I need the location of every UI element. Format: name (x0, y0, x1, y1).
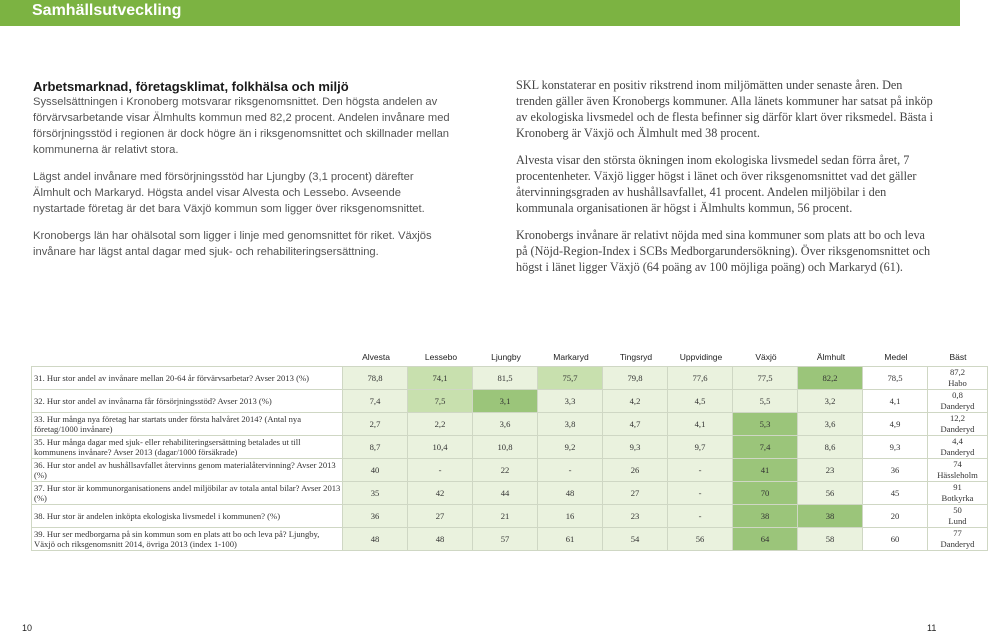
question-cell: 35. Hur många dagar med sjuk- eller rehabiliteringsersättning betalades ut till kommunens invånare? Avser 2013 (dagar/1000 försäkrade) (32, 436, 343, 459)
best-municipality: Danderyd (940, 424, 975, 434)
table-row (32, 413, 988, 436)
value-cell: 4,5 (668, 390, 733, 413)
best-value: 0,8 (952, 390, 963, 400)
value-cell: 9,3 (863, 436, 928, 459)
value-cell: 26 (603, 459, 668, 482)
comparison-table (31, 352, 978, 551)
best-cell (928, 436, 988, 459)
right-paragraph-1: SKL konstaterar en positiv rikstrend inom miljömätten under senaste åren. Den trenden gäller även Kronobergs kommuner. Alla länets kommuner har satsat på inköp av ekologiska livsmedel och de flesta befinner sig därför klart över riksmedel. Bästa i Kronoberg är Växjö och Älmhult med 38 procent. (516, 78, 933, 140)
value-cell: 77,6 (668, 367, 733, 390)
table-row (32, 505, 988, 528)
best-value: 77 (953, 528, 962, 538)
question-cell: 39. Hur ser medborgarna på sin kommun som en plats att bo och leva på? Ljungby, Växjö och riksgenomsnitt 2014, övriga 2013 (index 1-100) (32, 528, 343, 551)
value-cell: 20 (863, 505, 928, 528)
table-row (32, 436, 988, 459)
value-cell: 35 (343, 482, 408, 505)
best-municipality: Danderyd (940, 447, 975, 457)
value-cell: 78,8 (343, 367, 408, 390)
value-cell: 9,7 (668, 436, 733, 459)
value-cell: 5,5 (733, 390, 798, 413)
value-cell: 40 (343, 459, 408, 482)
value-cell: - (408, 459, 473, 482)
value-cell: 5,3 (733, 413, 798, 436)
value-cell: 54 (603, 528, 668, 551)
value-cell: - (668, 459, 733, 482)
right-paragraph-3: Kronobergs invånare är relativt nöjda med sina kommuner som plats att bo och leva på (Nöjd-Region-Index i SCBs Medborgarundersökning). Över riksgenomsnittet och högst i länet ligger Växjö (64 poäng av 100 möjliga poäng) och Markaryd (61). (516, 228, 931, 274)
value-cell: 4,1 (668, 413, 733, 436)
value-cell: 3,3 (538, 390, 603, 413)
column-header: Markaryd (553, 352, 589, 362)
value-cell: 56 (798, 482, 863, 505)
value-cell: 23 (798, 459, 863, 482)
best-municipality: Botkyrka (941, 493, 974, 503)
table-row (32, 482, 988, 505)
value-cell: 78,5 (863, 367, 928, 390)
column-header: Älmhult (816, 352, 846, 362)
value-cell: 22 (473, 459, 538, 482)
best-value: 74 (953, 459, 962, 469)
page-number-left: 10 (22, 623, 33, 633)
best-municipality: Lund (948, 516, 967, 526)
section-heading: Arbetsmarknad, företagsklimat, folkhälsa och miljö (33, 79, 349, 94)
best-value: 50 (953, 505, 962, 515)
value-cell: 16 (538, 505, 603, 528)
left-column (33, 79, 453, 271)
value-cell: 8,6 (798, 436, 863, 459)
value-cell: 3,6 (473, 413, 538, 436)
column-header: Bäst (949, 352, 967, 362)
value-cell: 4,9 (863, 413, 928, 436)
value-cell: 7,4 (733, 436, 798, 459)
value-cell: 36 (343, 505, 408, 528)
value-cell: - (668, 505, 733, 528)
best-cell (928, 505, 988, 528)
column-header: Växjö (755, 352, 777, 362)
value-cell: 38 (798, 505, 863, 528)
value-cell: 45 (863, 482, 928, 505)
value-cell: 74,1 (408, 367, 473, 390)
question-cell: 38. Hur stor är andelen inköpta ekologiska livsmedel i kommunen? (%) (32, 505, 343, 528)
value-cell: 38 (733, 505, 798, 528)
value-cell: 44 (473, 482, 538, 505)
left-paragraph-1: Sysselsättningen i Kronoberg motsvarar riksgenomsnittet. Den högsta andelen av förvärvsarbetande visar Älmhults kommun med 82,2 procent. Andelen invånare med försörjningsstöd i regionen är dock högre än i riksgenomsnittet och skillnader mellan kommunerna är relativt stora. (33, 96, 450, 156)
best-value: 4,4 (952, 436, 963, 446)
value-cell: 57 (473, 528, 538, 551)
best-cell (928, 367, 988, 390)
value-cell: 10,4 (408, 436, 473, 459)
best-municipality: Habo (948, 378, 967, 388)
table-row (32, 528, 988, 551)
value-cell: 64 (733, 528, 798, 551)
best-municipality: Danderyd (940, 539, 975, 549)
value-cell: 48 (538, 482, 603, 505)
value-cell: 8,7 (343, 436, 408, 459)
value-cell: 75,7 (538, 367, 603, 390)
best-municipality: Hässleholm (937, 470, 978, 480)
value-cell: 42 (408, 482, 473, 505)
value-cell: 82,2 (798, 367, 863, 390)
value-cell: 70 (733, 482, 798, 505)
table-row (32, 459, 988, 482)
column-header: Alvesta (362, 352, 390, 362)
best-cell (928, 528, 988, 551)
left-paragraph-3: Kronobergs län har ohälsotal som ligger i linje med genomsnittet för riket. Växjös invånare har lägst antal dagar med sjuk- och rehabiliteringsersättning. (33, 230, 432, 258)
value-cell: 81,5 (473, 367, 538, 390)
best-cell (928, 390, 988, 413)
question-cell: 31. Hur stor andel av invånare mellan 20-64 år förvärvsarbetar? Avser 2013 (%) (32, 367, 343, 390)
value-cell: 4,2 (603, 390, 668, 413)
table-body (32, 367, 988, 551)
best-value: 87,2 (949, 367, 966, 377)
value-cell: 48 (343, 528, 408, 551)
value-cell: 2,2 (408, 413, 473, 436)
value-cell: 48 (408, 528, 473, 551)
value-cell: - (668, 482, 733, 505)
value-cell: 61 (538, 528, 603, 551)
value-cell: 2,7 (343, 413, 408, 436)
value-cell: 7,4 (343, 390, 408, 413)
value-cell: 56 (668, 528, 733, 551)
indicator-table (31, 366, 988, 551)
value-cell: 3,1 (473, 390, 538, 413)
column-header: Medel (884, 352, 908, 362)
table-row (32, 390, 988, 413)
question-cell: 36. Hur stor andel av hushållsavfallet återvinns genom materialåtervinning? Avser 2013 (%) (32, 459, 343, 482)
value-cell: 60 (863, 528, 928, 551)
page-header-bar (0, 0, 960, 26)
left-paragraph-2: Lägst andel invånare med försörjningsstöd har Ljungby (3,1 procent) därefter Älmhult och Markaryd. Högsta andel visar Alvesta och Lessebo. Avseende nystartade företag är det bara Växjö kommun som ligger över riksgenomsnittet. (33, 171, 425, 215)
value-cell: 4,1 (863, 390, 928, 413)
value-cell: 21 (473, 505, 538, 528)
column-header: Uppvidinge (679, 352, 723, 362)
best-cell (928, 459, 988, 482)
page-section-title: Samhällsutveckling (32, 2, 182, 19)
best-cell (928, 482, 988, 505)
column-header: Tingsryd (619, 352, 653, 362)
value-cell: 7,5 (408, 390, 473, 413)
table-row (32, 367, 988, 390)
best-municipality: Danderyd (940, 401, 975, 411)
value-cell: 3,8 (538, 413, 603, 436)
value-cell: 36 (863, 459, 928, 482)
column-header: Ljungby (491, 352, 521, 362)
question-cell: 32. Hur stor andel av invånarna får försörjningsstöd? Avser 2013 (%) (32, 390, 343, 413)
best-value: 91 (953, 482, 962, 492)
value-cell: 58 (798, 528, 863, 551)
table-header-row (31, 352, 967, 366)
value-cell: 3,2 (798, 390, 863, 413)
value-cell: 10,8 (473, 436, 538, 459)
value-cell: 79,8 (603, 367, 668, 390)
value-cell: 4,7 (603, 413, 668, 436)
column-header: Lessebo (424, 352, 458, 362)
value-cell: 27 (408, 505, 473, 528)
value-cell: 77,5 (733, 367, 798, 390)
value-cell: 41 (733, 459, 798, 482)
value-cell: 9,3 (603, 436, 668, 459)
best-value: 12,2 (949, 413, 966, 423)
value-cell: 9,2 (538, 436, 603, 459)
page-number-right: 11 (927, 623, 937, 633)
best-cell (928, 413, 988, 436)
value-cell: - (538, 459, 603, 482)
right-column (516, 77, 936, 286)
value-cell: 3,6 (798, 413, 863, 436)
question-cell: 37. Hur stor är kommunorganisationens andel miljöbilar av totala antal bilar? Avser 2013 (%) (32, 482, 343, 505)
value-cell: 23 (603, 505, 668, 528)
right-paragraph-2: Alvesta visar den största ökningen inom ekologiska livsmedel sedan förra året, 7 procentenheter. Växjö ligger högst i länet och över riksgenomsnittet vad det gäller återvinningsgraden av hushållsavfallet, 41 procent. Andelen miljöbilar i den kommunala organisationen är högst i Älmhults kommun, 56 procent. (516, 153, 917, 215)
question-cell: 33. Hur många nya företag har startats under första halvåret 2014? (Antal nya företag/1000 invånare) (32, 413, 343, 436)
value-cell: 27 (603, 482, 668, 505)
